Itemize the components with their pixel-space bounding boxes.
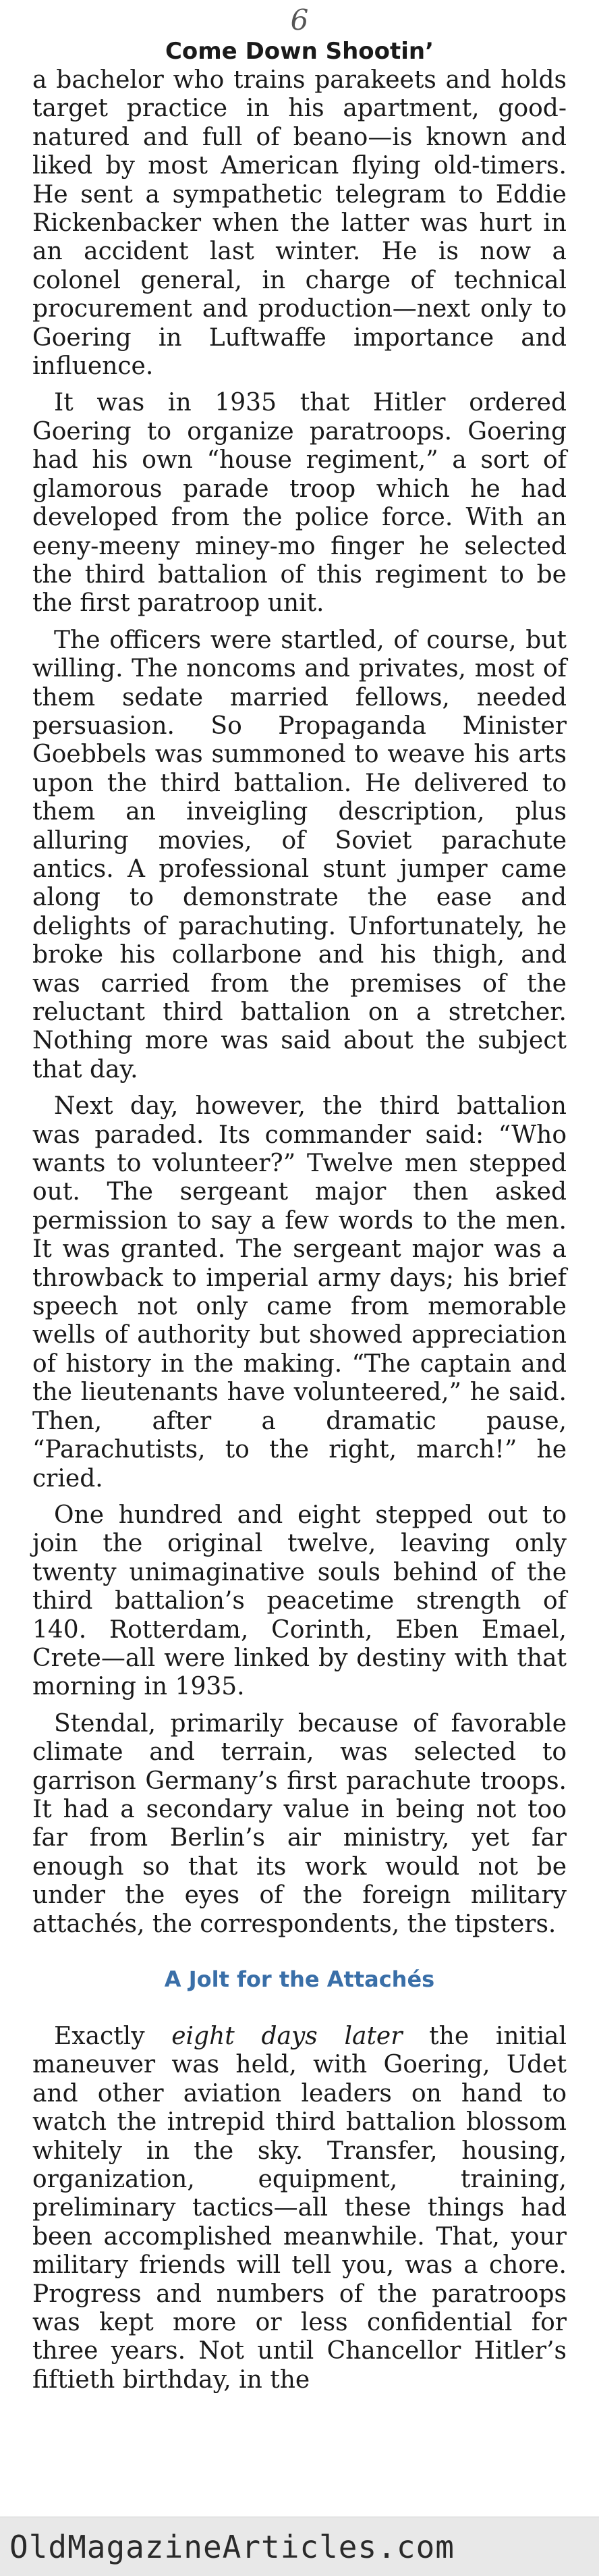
paragraph-lead: Exactly bbox=[54, 2022, 172, 2050]
paragraph bbox=[32, 2022, 567, 2394]
article-page bbox=[32, 0, 567, 2403]
paragraph: One hundred and eight stepped out to join the original twelve, leaving only twenty unimaginative souls behind of the third battalion’s peacetime strength of 140. Rotterdam, Corinth, Eben Emael, Crete—all were linked by destiny with that morning in 1935. bbox=[32, 1501, 567, 1701]
paragraph: Next day, however, the third battalion was paraded. Its commander said: “Who wants to volunteer?” Twelve men stepped out. The sergeant major then asked permission to say a few words to the men. It was granted. The sergeant major was a throwback to imperial army days; his brief speech not only came from memorable wells of authority but showed appreciation of history in the making. “The captain and the lieutenants have volunteered,” he said. Then, after a dramatic pause, “Parachutists, to the right, march!” he cried. bbox=[32, 1092, 567, 1493]
paragraph-rest: the initial maneuver was held, with Goering, Udet and other aviation leaders on hand to watch the intrepid third battalion blossom whitely in the sky. Transfer, housing, organization, equipment, training, preliminary tactics—all these things had been accomplished meanwhile. That, your military friends will tell you, was a chore. Progress and numbers of the paratroops was kept more or less confidential for three years. Not until Chancellor Hitler’s fiftieth birthday, in the bbox=[32, 2022, 567, 2394]
page-number: 6 bbox=[290, 3, 309, 36]
paragraph: The officers were startled, of course, but willing. The noncoms and privates, most of them sedate married fellows, needed persuasion. So Propaganda Minister Goebbels was summoned to weave his arts upon the third battalion. He delivered to them an inveigling description, plus alluring movies, of Soviet parachute antics. A professional stunt jumper came along to demonstrate the ease and delights of parachuting. Unfortunately, he broke his collarbone and his thigh, and was carried from the premises of the reluctant third battalion on a stretcher. Nothing more was said about the subject that day. bbox=[32, 626, 567, 1083]
paragraph: It was in 1935 that Hitler ordered Goering to organize paratroops. Goering had his own “house regiment,” a sort of glamorous parade troop which he had developed from the police force. With an eeny-meeny miney-mo finger he selected the third battalion of this regiment to be the first paratroop unit. bbox=[32, 389, 567, 618]
paragraph-emphasis: eight days later bbox=[171, 2022, 403, 2050]
paragraph: a bachelor who trains parakeets and holds target practice in his apartment, good-natured and full of beano—is known and liked by most American flying old-timers. He sent a sympathetic telegram to Eddie Rickenbacker when the latter was hurt in an accident last winter. He is now a colonel general, in charge of technical procurement and production—next only to Goering in Luftwaffe importance and influence. bbox=[32, 66, 567, 381]
footer-site-name: OldMagazineArticles.com bbox=[9, 2529, 455, 2565]
site-footer bbox=[0, 2517, 599, 2576]
running-head: Come Down Shootin’ bbox=[165, 38, 434, 65]
article-body bbox=[32, 66, 567, 2394]
paragraph: Stendal, primarily because of favorable climate and terrain, was selected to garrison Germany’s first parachute troops. It had a secondary value in being not too far from Berlin’s air ministry, yet far enough so that its work would not be under the eyes of the foreign military attachés, the correspondents, the tipsters. bbox=[32, 1709, 567, 1938]
section-heading: A Jolt for the Attachés bbox=[164, 1966, 435, 1992]
